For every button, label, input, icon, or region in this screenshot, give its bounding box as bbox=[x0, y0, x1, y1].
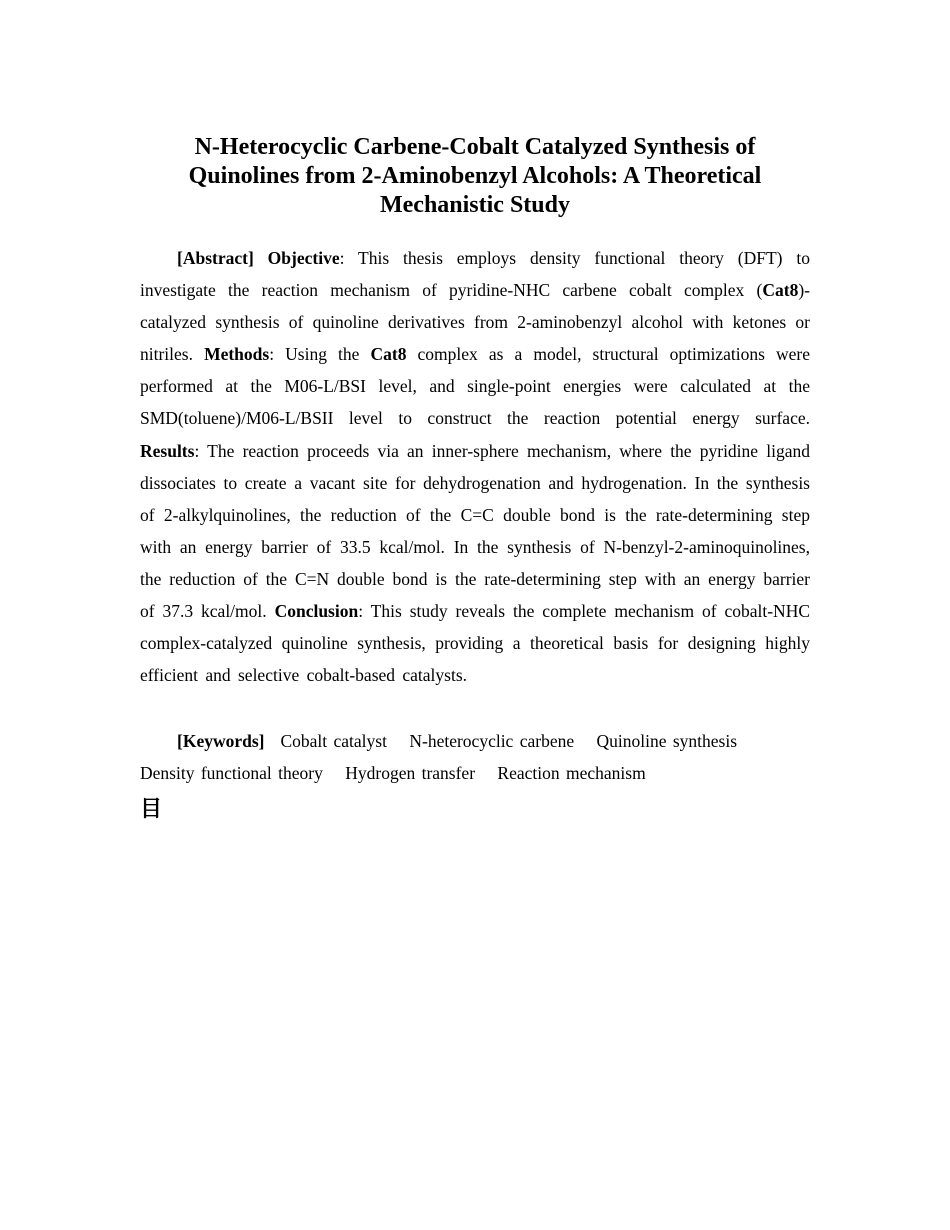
results-text: : The reaction proceeds via an inner-sphere mechanism, where the pyridine ligand dissociates to create a vacant site for dehydrogenation and hydrogenation. In the synthesis of 2-alkylquinolines, the reduction of the C=C double bond is the rate-determining step with an energy barrier of 33.5 kcal/mol. In the synthesis of N-benzyl-2-aminoquinolines, the reduction of the C=N double bond is the rate-determining step with an energy barrier of 37.3 kcal/mol. bbox=[140, 440, 810, 622]
keyword-item: Quinoline synthesis bbox=[596, 731, 738, 752]
abstract-paragraph bbox=[140, 242, 810, 691]
paper-title: N-Heterocyclic Carbene-Cobalt Catalyzed Synthesis of Quinolines from 2-Aminobenzyl Alcohols: A Theoretical Mechanistic Study bbox=[188, 134, 762, 218]
conclusion-text: : This study reveals the complete mechanism of cobalt-NHC complex-catalyzed quinoline synthesis, providing a theoretical basis for designing highly efficient and selective cobalt-based catalysts. bbox=[140, 601, 811, 686]
objective-text-1: : This thesis employs density functional theory (DFT) to investigate the reaction mechanism of pyridine-NHC carbene cobalt complex ( bbox=[140, 248, 811, 301]
methods-text-2: complex as a model, structural optimizations were performed at the M06-L/BSI level, and single-point energies were calculated at the SMD(toluene)/M06-L/BSII level to construct the reaction potential energy surface. bbox=[140, 344, 811, 429]
keywords-paragraph bbox=[140, 725, 810, 789]
abstract-label: [Abstract] bbox=[177, 248, 254, 268]
objective-text-2: )-catalyzed synthesis of quinoline derivatives from 2-aminobenzyl alcohol with ketones or nitriles. bbox=[140, 280, 810, 365]
keyword-item: Reaction mechanism bbox=[497, 763, 646, 784]
methods-text-1: : Using the bbox=[269, 344, 360, 365]
conclusion-label: Conclusion bbox=[274, 601, 359, 622]
catalyst-name: Cat8 bbox=[370, 344, 407, 365]
results-label: Results bbox=[140, 440, 195, 461]
objective-label: Objective bbox=[267, 248, 340, 268]
methods-label: Methods bbox=[204, 344, 270, 365]
keyword-item: Density functional theory bbox=[140, 763, 323, 784]
keyword-item: Hydrogen transfer bbox=[345, 763, 476, 784]
keyword-item: Cobalt catalyst bbox=[280, 731, 387, 752]
paper-page bbox=[140, 133, 810, 825]
toc-heading: 目 bbox=[140, 797, 163, 823]
catalyst-name: Cat8 bbox=[762, 280, 799, 301]
keywords-label: [Keywords] bbox=[177, 731, 265, 752]
keyword-item: N-heterocyclic carbene bbox=[409, 731, 575, 752]
